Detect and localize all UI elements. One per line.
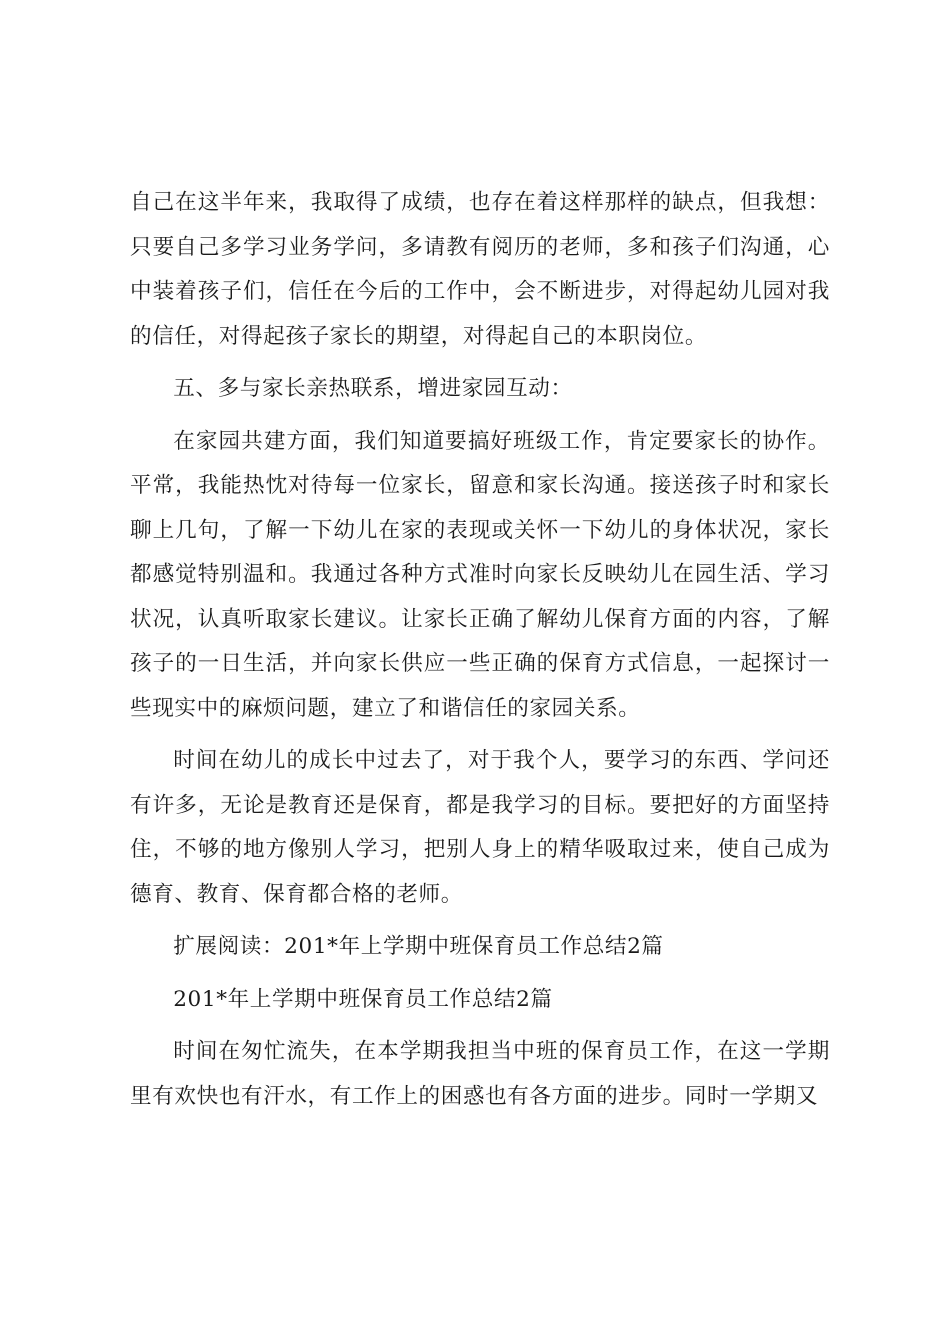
section-heading-5: 五、多与家长亲热联系，增进家园互动： [173,376,573,401]
paragraph-gap [130,917,830,925]
paragraph-1: 自己在这半年来，我取得了成绩，也存在着这样那样的缺点，但我想：只要自己多学习业务学问，多请教有阅历的老师，多和孩子们沟通，心中装着孩子们，信任在今后的工作中，会不断进步，对得起幼儿园对我的信任，对得起孩子家长的期望，对得起自己的本职岗位。 [130,190,830,349]
paragraph-gap [130,1022,830,1030]
document-body [130,181,830,1119]
paragraph-gap [130,359,830,367]
paragraph-gap [130,412,830,420]
article-title: 201*年上学期中班保育员工作总结2篇 [173,986,553,1012]
paragraph-3: 时间在幼儿的成长中过去了，对于我个人，要学习的东西、学问还有许多，无论是教育还是保育，都是我学习的目标。要把好的方面坚持住，不够的地方像别人学习，把别人身上的精华吸取过来，使自己成为德育、教育、保育都合格的老师。 [130,748,830,907]
paragraph-gap [130,970,830,978]
paragraph-2: 在家园共建方面，我们知道要搞好班级工作，肯定要家长的协作。平常，我能热忱对待每一位家长，留意和家长沟通。接送孩子时和家长聊上几句，了解一下幼儿在家的表现或关怀一下幼儿的身体状况，家长都感觉特别温和。我通过各种方式准时向家长反映幼儿在园生活、学习状况，认真听取家长建议。让家长正确了解幼儿保育方面的内容，了解孩子的一日生活，并向家长供应一些正确的保育方式信息，一起探讨一些现实中的麻烦问题，建立了和谐信任的家园关系。 [130,428,830,721]
extended-reading-line: 扩展阅读：201*年上学期中班保育员工作总结2篇 [173,934,664,959]
paragraph-4: 时间在匆忙流失，在本学期我担当中班的保育员工作，在这一学期里有欢快也有汗水，有工作上的困惑也有各方面的进步。同时一学期又 [130,1039,830,1109]
paragraph-gap [130,731,830,739]
